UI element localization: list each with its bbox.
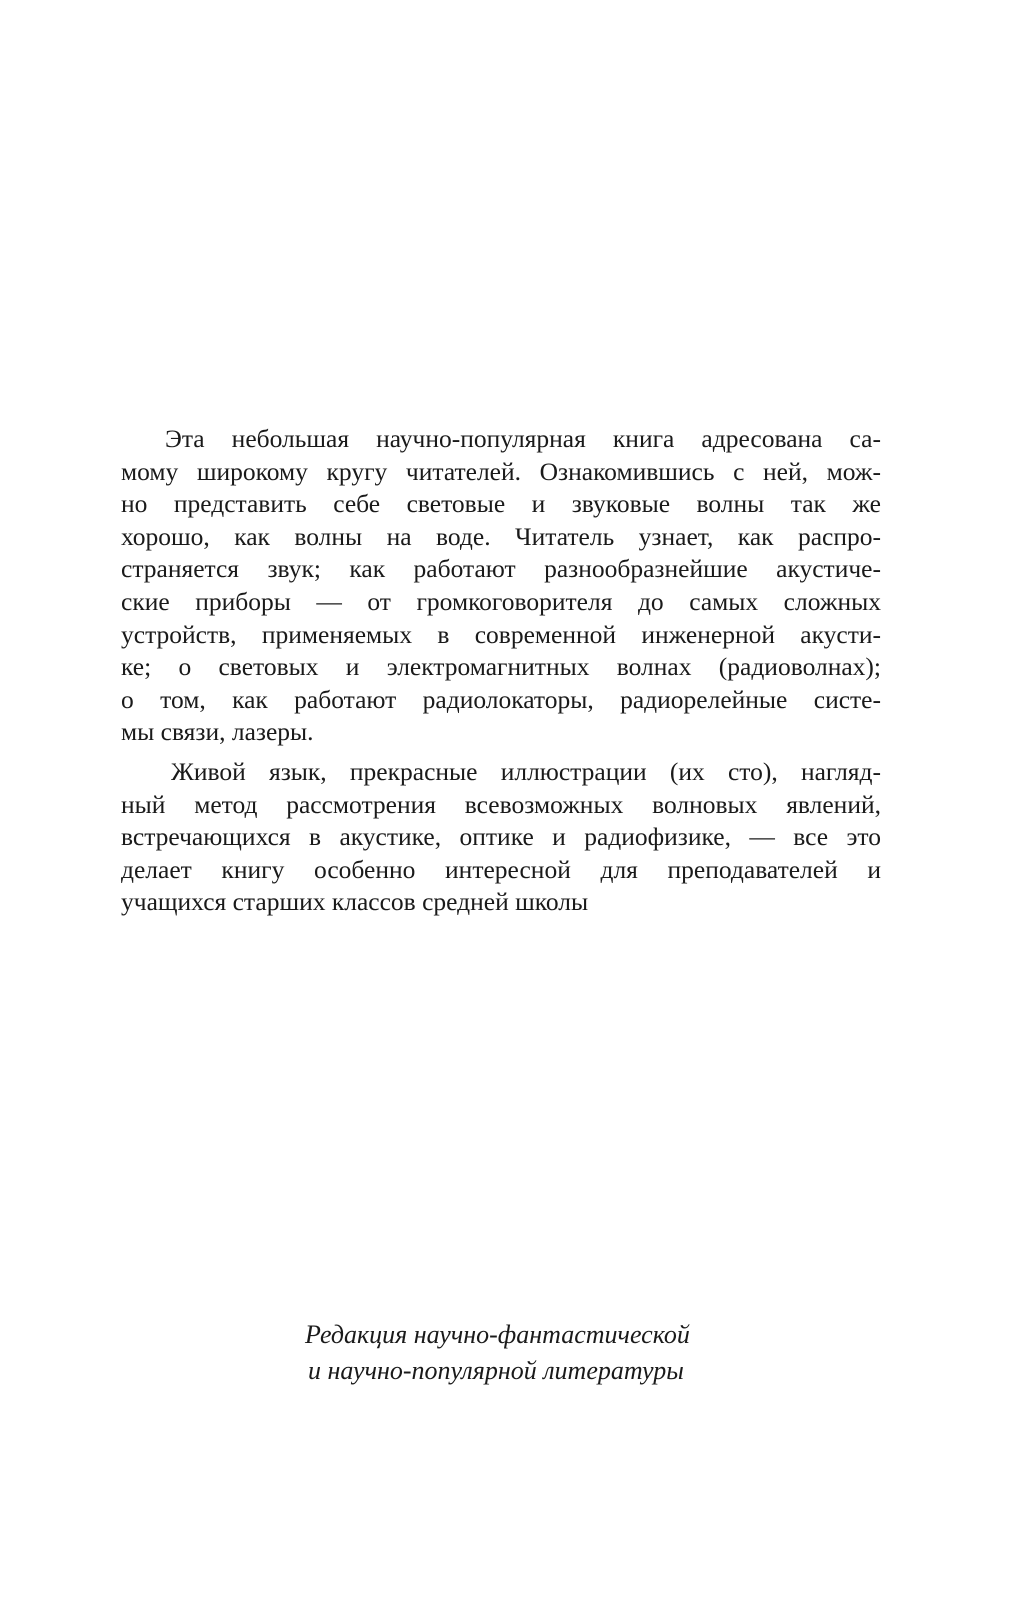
annotation-paragraph-2 xyxy=(121,756,881,919)
publisher-line-1: Редакция научно-фантастической xyxy=(305,1320,690,1349)
text-line: но представить себе световые и звуковые волны так же xyxy=(121,489,881,519)
text-line: о том, как работают радиолокаторы, радиорелейные систе- xyxy=(121,684,881,714)
text-line: ный метод рассмотрения всевозможных волновых явлений, xyxy=(121,789,881,819)
text-line: ские приборы — от громкоговорителя до самых сложных xyxy=(121,586,881,616)
text-line: Живой язык, прекрасные иллюстрации (их сто), нагляд- xyxy=(171,756,881,786)
publisher-line-2: и научно-популярной литературы xyxy=(308,1356,684,1385)
publisher-imprint xyxy=(305,1317,725,1389)
text-line: учащихся старших классов средней школы xyxy=(121,887,589,917)
text-line: встречающихся в акустике, оптике и радиофизике, — все это xyxy=(121,822,881,852)
text-line: делает книгу особенно интересной для преподавателей и xyxy=(121,854,881,884)
text-line: хорошо, как волны на воде. Читатель узнает, как распро- xyxy=(121,521,881,551)
text-line: Эта небольшая научно-популярная книга адресована са- xyxy=(165,424,881,453)
text-line: ке; о световых и электромагнитных волнах (радиоволнах); xyxy=(121,652,881,682)
text-line: мому широкому кругу читателей. Ознакомившись с ней, мож- xyxy=(121,456,881,486)
text-line: мы связи, лазеры. xyxy=(121,717,314,747)
annotation-paragraph-1 xyxy=(121,423,881,749)
text-line: устройств, применяемых в современной инженерной акусти- xyxy=(121,619,881,649)
annotation-text xyxy=(121,423,881,919)
text-line: страняется звук; как работают разнообразнейшие акустиче- xyxy=(121,554,881,584)
